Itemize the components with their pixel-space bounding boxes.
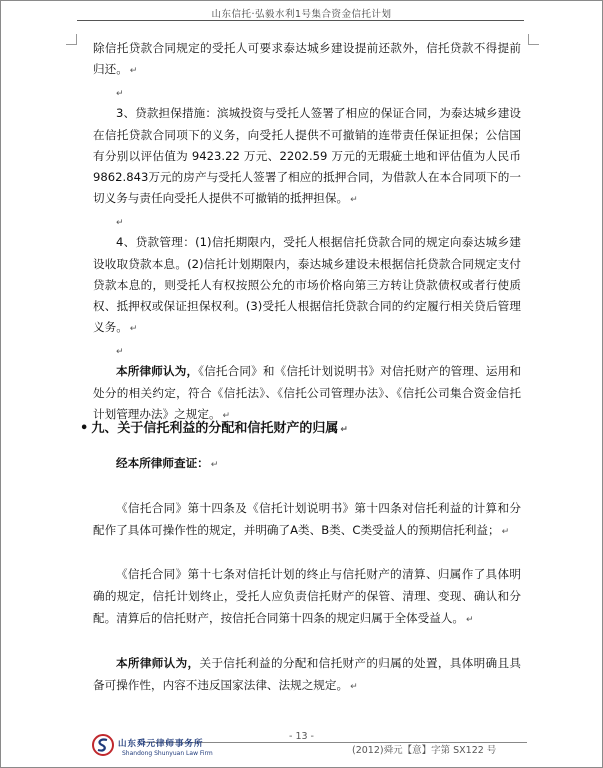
- header-rule: [77, 20, 524, 21]
- paragraph-distribution: 《信托合同》第十四条及《信托计划说明书》第十四条对信托利益的计算和分配作了具体可操作性的规定，并明确了A类、B类、C类受益人的预期信托利益； ↵: [93, 500, 521, 537]
- bullet-mark: •: [80, 421, 89, 436]
- section-body: [93, 453, 521, 698]
- paragraph-lawyer-opinion: 本所律师认为，《信托合同》和《信托计划说明书》对信托财产的管理、运用和处分的相关约定，符合《信托法》、《信托公司管理办法》、《信托公司集合资金信托计划管理办法》之规定。 ↵: [93, 364, 521, 421]
- firm-name: 山东舜元律师事务所: [118, 739, 204, 749]
- paragraph-termination: 《信托合同》第十七条对信托计划的终止与信托财产的清算、归属作了具体明确的规定，信托计划终止，受托人应负责信托财产的保管、清理、变现、确认和分配。清算后的信托财产，按信托合同第十四条的规定归属于全体受益人。 ↵: [93, 567, 521, 625]
- paragraph-lawyer-conclusion: 本所律师认为，关于信托利益的分配和信托财产的归属的处置，具体明确且具备可操作性，内容不违反国家法律、法规之规定。 ↵: [93, 655, 521, 692]
- firm-name-english: Shandong Shunyuan Law Firm: [122, 750, 213, 757]
- section-heading: • 九、关于信托利益的分配和信托财产的归属 ↵: [80, 421, 348, 436]
- header-title: 山东信托·弘毅水利1号集合资金信托计划: [211, 9, 392, 20]
- law-firm-logo-icon: [92, 734, 114, 756]
- paragraph-verification-lead: 经本所律师查证： ↵: [116, 456, 219, 470]
- empty-line: ↵: [116, 347, 124, 358]
- page-number: - 13 -: [289, 731, 314, 742]
- paragraph-repayment: 除信托贷款合同规定的受托人可要求泰达城乡建设提前还款外，信托贷款不得提前归还。 ↵: [93, 41, 521, 77]
- empty-line: [93, 632, 521, 653]
- document-number: (2012)舜元【意】字第 SX122 号: [352, 745, 497, 756]
- crop-mark-top-right: [528, 34, 539, 45]
- empty-line: [93, 477, 521, 498]
- paragraph-guarantee: 3、贷款担保措施：滨城投资与受托人签署了相应的保证合同，为泰达城乡建设在信托贷款合同项下的义务，向受托人提供不可撤销的连带责任保证担保；公信国有分别以评估值为 9423.22 万元、2202.59 万元的无瑕疵土地和评估值为人民币9862.843万元的房产与受托人签署了相应的抵押合同，为借款人在本合同项下的一切义务与责任向受托人提供不可撤销的抵押担保。 ↵: [93, 106, 521, 206]
- empty-line: [93, 543, 521, 564]
- document-body: [93, 38, 521, 427]
- empty-line: ↵: [116, 89, 124, 100]
- paragraph-loan-management: 4、贷款管理：(1)信托期限内，受托人根据信托贷款合同的规定向泰达城乡建设收取贷款本息。(2)信托计划期限内，泰达城乡建设未根据信托贷款合同规定支付贷款本息的，则受托人有权按照公允的市场价格向第三方转让贷款债权或者行使质权、抵押权或保证担保权利。(3)受托人根据信托贷款合同的约定履行相关贷后管理义务。 ↵: [93, 235, 521, 335]
- crop-mark-top-left: [66, 34, 77, 45]
- empty-line: ↵: [116, 218, 124, 229]
